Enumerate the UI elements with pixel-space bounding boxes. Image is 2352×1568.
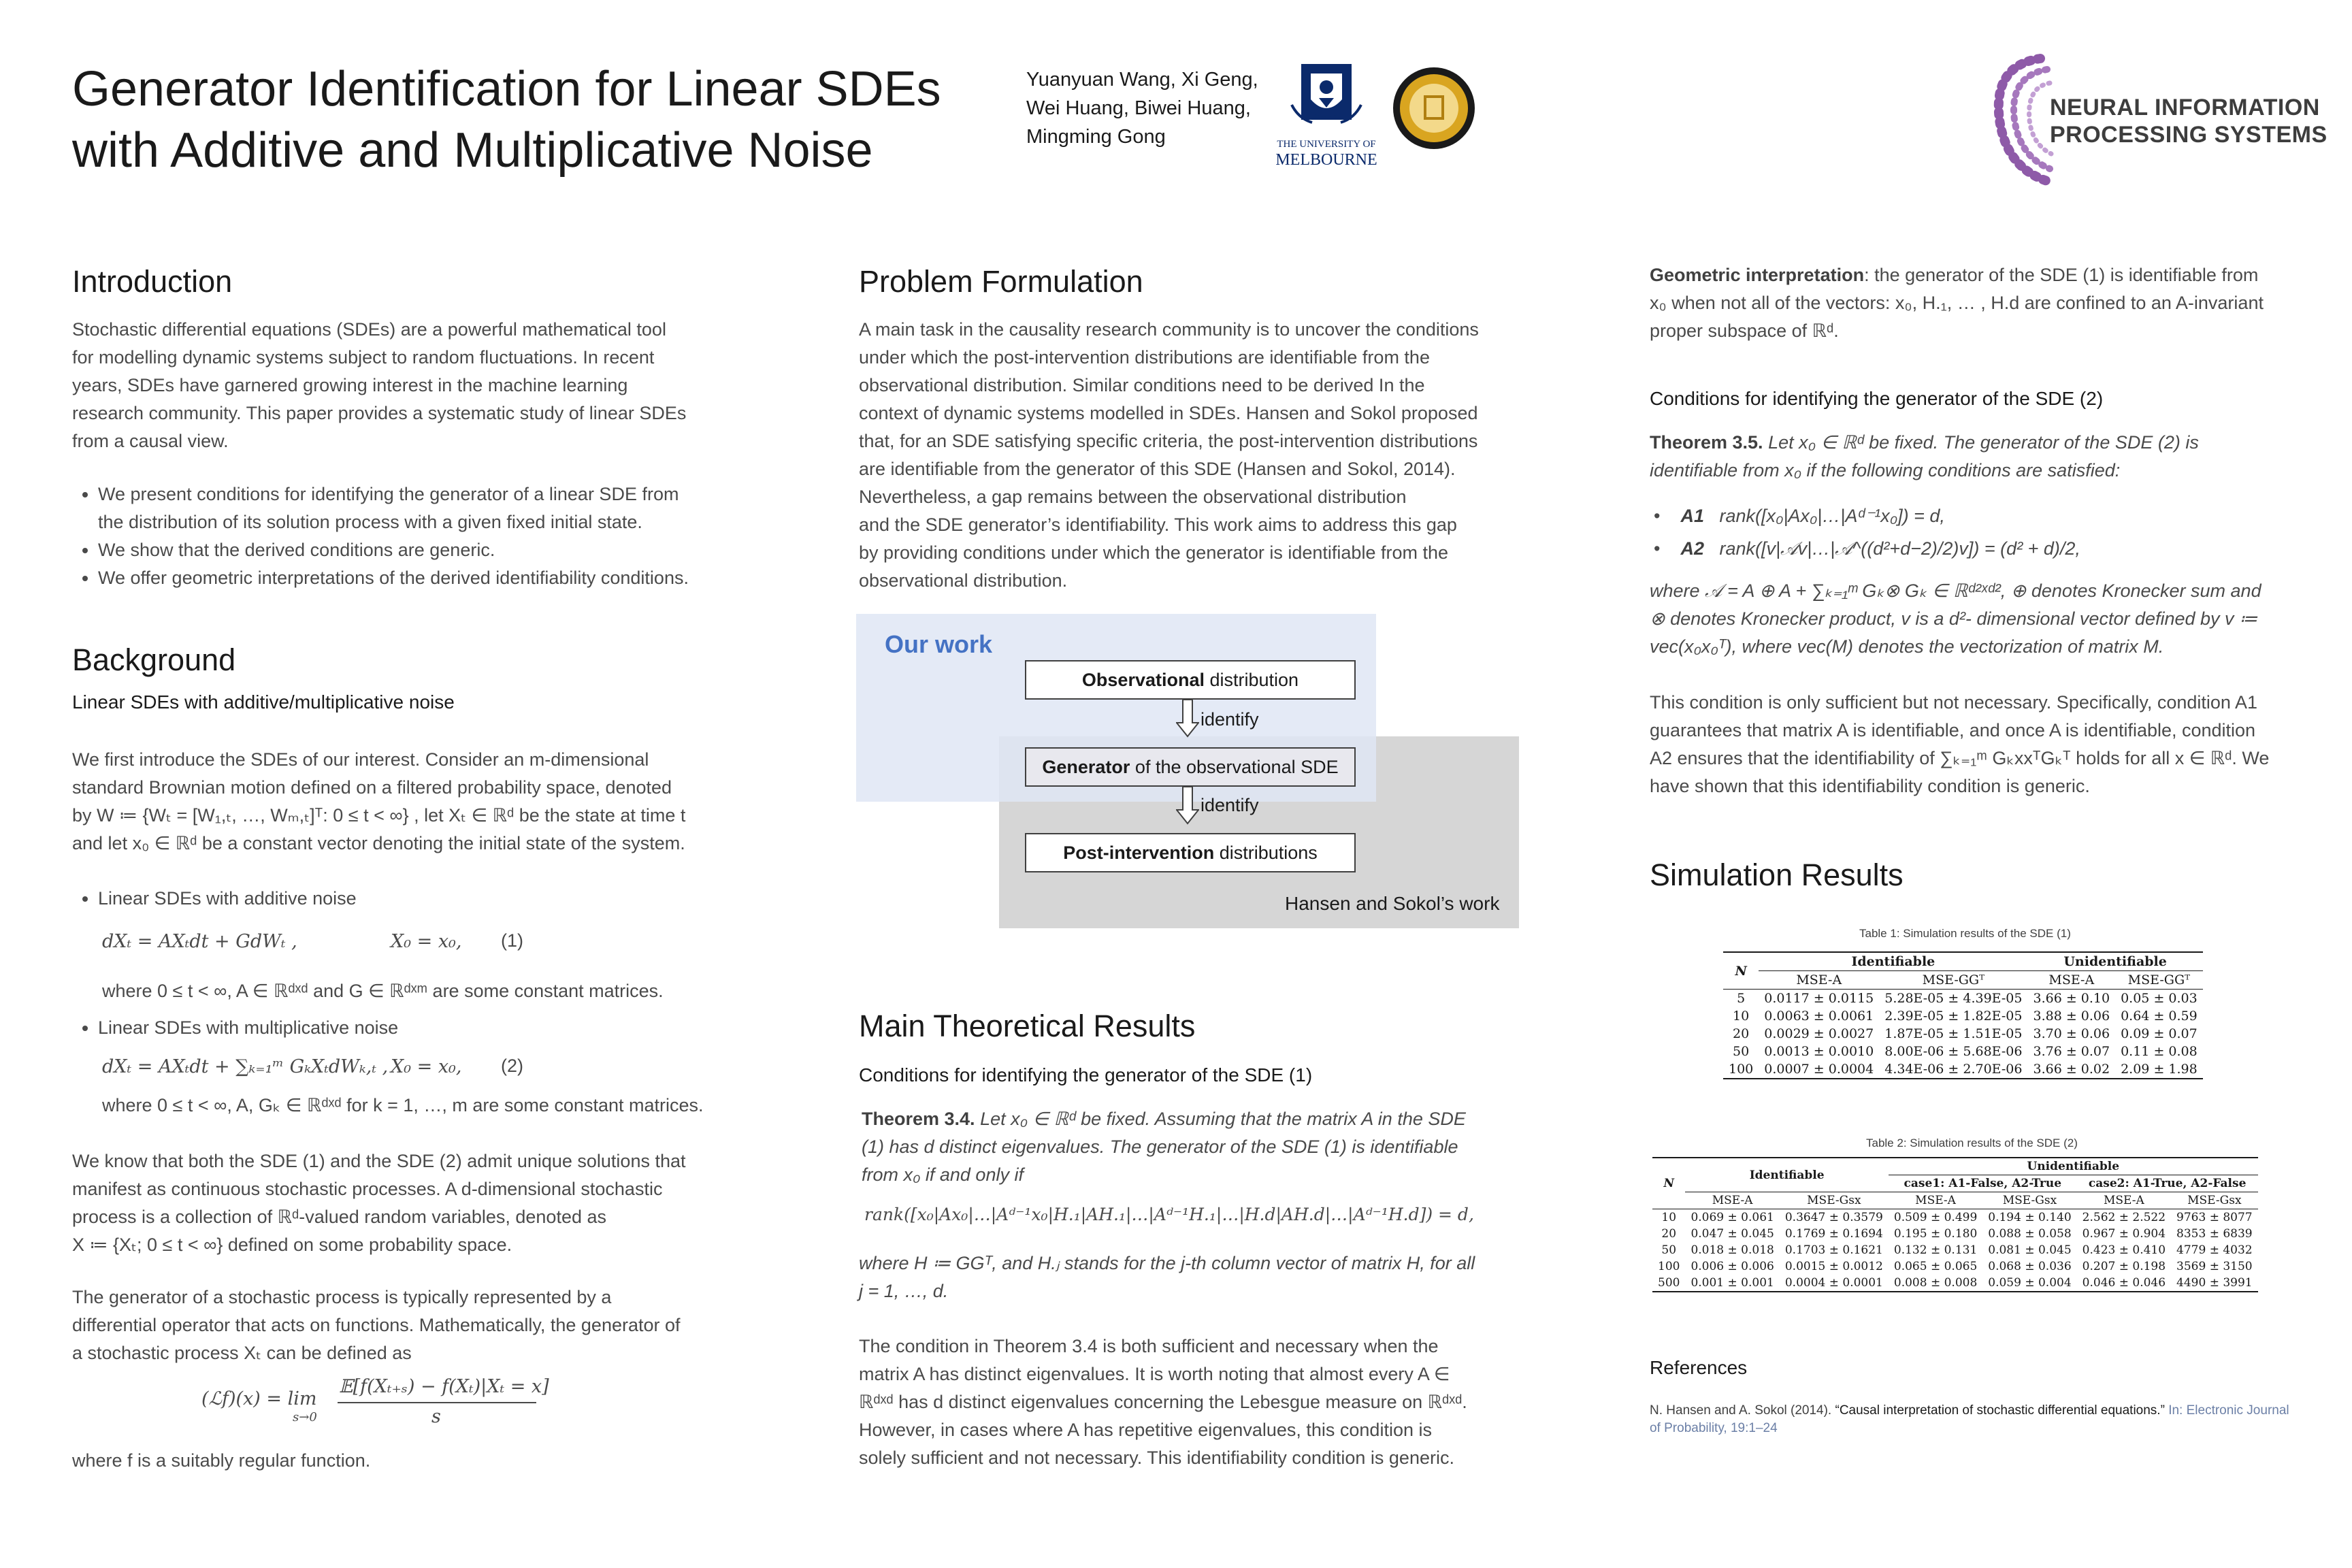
table-cell: 0.195 ± 0.180 bbox=[1893, 1227, 1978, 1241]
generator-denominator: s bbox=[431, 1406, 441, 1427]
equation-1-number: (1) bbox=[501, 930, 523, 951]
reference-title: “Causal interpretation of stochastic differential equations.” bbox=[1835, 1403, 2165, 1418]
generator-lhs: (ℒf)(x) = lim bbox=[201, 1388, 317, 1409]
authors-line-1: Yuanyuan Wang, Xi Geng, bbox=[1026, 69, 1258, 91]
bullet-additive-label: • Linear SDEs with additive noise bbox=[98, 885, 357, 913]
discussion-line: However, in cases where A has repetitive eigenvalues, this condition is bbox=[859, 1420, 1432, 1440]
table-cell: 0.001 ± 0.001 bbox=[1690, 1276, 1774, 1290]
equation-2-where: where 0 ≤ t < ∞, A, Gₖ ∈ ℝᵈˣᵈ for k = 1, …, m are some constant matrices. bbox=[102, 1095, 704, 1115]
table-row bbox=[1652, 1242, 2258, 1258]
table-1-unidentifiable-header: Unidentifiable bbox=[2027, 952, 2202, 971]
theorem-line: from x₀ if and only if bbox=[862, 1164, 1024, 1185]
table-row bbox=[1652, 1258, 2258, 1275]
table-cell: 1.87E-05 ± 1.51E-05 bbox=[1884, 1026, 2023, 1041]
table-cell: 500 bbox=[1658, 1276, 1680, 1290]
theorem-3-5 bbox=[1650, 429, 2199, 485]
table-2-col-header: MSE-A bbox=[2103, 1194, 2144, 1207]
condition-a1: • A1 rank([x₀|Ax₀|…|Aᵈ⁻¹x₀]) = d, bbox=[1654, 506, 1945, 526]
discussion-line: matrix A has distinct eigenvalues. It is worth noting that almost every A ∈ bbox=[859, 1364, 1450, 1384]
table-cell: 0.09 ± 0.07 bbox=[2121, 1026, 2198, 1041]
table-cell: 0.046 ± 0.046 bbox=[2082, 1276, 2166, 1290]
table-cell: 50 bbox=[1661, 1243, 1677, 1257]
table-cell: 3.66 ± 0.02 bbox=[2033, 1062, 2110, 1077]
table-cell: 3.76 ± 0.07 bbox=[2033, 1044, 2110, 1059]
simulation-heading: Simulation Results bbox=[1650, 858, 1904, 892]
problem-line: A main task in the causality research community is to uncover the conditions bbox=[859, 319, 1479, 340]
table-cell: 4779 ± 4032 bbox=[2176, 1243, 2253, 1257]
table-1-caption: Table 1: Simulation results of the SDE (1) bbox=[1859, 927, 2071, 940]
table-cell: 10 bbox=[1733, 1009, 1750, 1024]
table-cell: 3.66 ± 0.10 bbox=[2033, 991, 2110, 1006]
intro-bullet: • We offer geometric interpretations of the derived identifiability conditions. bbox=[98, 564, 689, 592]
flowbox-text: Post-intervention bbox=[1063, 843, 1215, 863]
table-cell: 0.1703 ± 0.1621 bbox=[1784, 1243, 1883, 1257]
table-1-identifiable-header: Identifiable bbox=[1759, 952, 2027, 971]
table-cell: 0.132 ± 0.131 bbox=[1893, 1243, 1978, 1257]
equation-2-initial: X₀ = x₀, bbox=[391, 1056, 462, 1077]
condition-a1-label: A1 bbox=[1680, 506, 1704, 526]
table-cell: 0.3647 ± 0.3579 bbox=[1784, 1211, 1883, 1224]
table-1-col-header: MSE-GGᵀ bbox=[1922, 973, 1985, 987]
equation-2: dXₜ = AXₜdt + ∑ₖ₌₁ᵐ GₖXₜdWₖ,ₜ , bbox=[102, 1056, 389, 1077]
table-cell: 8353 ± 6839 bbox=[2176, 1227, 2253, 1241]
table-cell: 0.088 ± 0.058 bbox=[1988, 1227, 2072, 1241]
table-cell: 9763 ± 8077 bbox=[2176, 1211, 2253, 1224]
table-cell: 0.008 ± 0.008 bbox=[1893, 1276, 1978, 1290]
table-1-col-header: MSE-A bbox=[1796, 973, 1842, 987]
flowbox-text: Observational bbox=[1081, 670, 1205, 690]
theorem-3-5-discussion bbox=[1650, 689, 2269, 800]
problem-line: observational distribution. Similar conditions need to be derived In the bbox=[859, 375, 1425, 395]
table-2-col-header: MSE-A bbox=[1712, 1194, 1753, 1207]
problem-line: Nevertheless, a gap remains between the observational distribution bbox=[859, 487, 1407, 507]
table-cell: 5 bbox=[1737, 991, 1746, 1006]
table-cell: 5.28E-05 ± 4.39E-05 bbox=[1884, 991, 2023, 1006]
problem-line: that, for an SDE satisfying specific criteria, the post-intervention distributions bbox=[859, 431, 1478, 451]
geometric-interpretation bbox=[1650, 261, 2264, 345]
table-cell: 20 bbox=[1733, 1026, 1750, 1041]
background-paragraph-2 bbox=[72, 1147, 686, 1259]
background-heading: Background bbox=[72, 642, 236, 677]
table-cell: 0.0029 ± 0.0027 bbox=[1764, 1026, 1874, 1041]
where-line: where 𝒜 = A ⊕ A + ∑ₖ₌₁ᵐ Gₖ⊗ Gₖ ∈ ℝᵈ²ˣᵈ², ⊕ denotes Kronecker sum and bbox=[1650, 581, 2261, 601]
table-cell: 50 bbox=[1733, 1044, 1750, 1059]
table-2-col-header: MSE-Gsx bbox=[2002, 1194, 2057, 1207]
equation-1-initial: X₀ = x₀, bbox=[391, 931, 462, 952]
table-2-n-header: N bbox=[1652, 1158, 1685, 1209]
introduction-heading: Introduction bbox=[72, 264, 233, 299]
background-line: process is a collection of ℝᵈ-valued random variables, denoted as bbox=[72, 1207, 606, 1227]
table-2-unidentifiable-header: Unidentifiable bbox=[1889, 1158, 2258, 1175]
table-row bbox=[1723, 1043, 2203, 1060]
discussion-line: A2 ensures that the identifiability of ∑ₖ₌₁ᵐ GₖxxᵀGₖᵀ holds for all x ∈ ℝᵈ. We bbox=[1650, 748, 2270, 768]
problem-line: context of dynamic systems modelled in SDEs. Hansen and Sokol proposed bbox=[859, 403, 1478, 423]
intro-bullet: • We show that the derived conditions are generic. bbox=[98, 536, 689, 564]
discussion-line: have shown that this identifiability condition is generic. bbox=[1650, 776, 2090, 796]
table-cell: 0.047 ± 0.045 bbox=[1690, 1227, 1774, 1241]
theorem-3-4-label: Theorem 3.4. bbox=[862, 1109, 975, 1129]
intro-line: Stochastic differential equations (SDEs) are a powerful mathematical tool bbox=[72, 319, 666, 340]
table-row bbox=[1723, 1025, 2203, 1043]
table-cell: 0.018 ± 0.018 bbox=[1690, 1243, 1774, 1257]
table-cell: 4490 ± 3991 bbox=[2176, 1276, 2253, 1290]
table-cell: 3.88 ± 0.06 bbox=[2033, 1009, 2110, 1024]
background-paragraph-4: where f is a suitably regular function. bbox=[72, 1450, 371, 1471]
where-line: ⊗ denotes Kronecker product, v is a d²- dimensional vector defined by v ≔ bbox=[1650, 608, 2258, 629]
background-line: We know that both the SDE (1) and the SDE (2) admit unique solutions that bbox=[72, 1151, 686, 1171]
authors-line-2: Wei Huang, Biwei Huang, bbox=[1026, 97, 1251, 119]
background-bullet-additive bbox=[72, 885, 357, 913]
geometric-line: : the generator of the SDE (1) is identifiable from bbox=[1864, 265, 2259, 285]
table-row bbox=[1723, 990, 2203, 1008]
table-cell: 0.0007 ± 0.0004 bbox=[1764, 1062, 1874, 1077]
authors-line-3: Mingming Gong bbox=[1026, 126, 1166, 148]
rank-condition-equation: rank([x₀|Ax₀|…|Aᵈ⁻¹x₀|H.₁|AH.₁|…|Aᵈ⁻¹H.₁|…|H.d|AH.d|…|Aᵈ⁻¹H.d]) = d, bbox=[864, 1205, 1474, 1224]
geometric-line: x₀ when not all of the vectors: x₀, H.₁, … , H.d are confined to an A-invariant bbox=[1650, 293, 2264, 313]
theorem-line: Let x₀ ∈ ℝᵈ be fixed. Assuming that the matrix A in the SDE bbox=[980, 1109, 1466, 1129]
university-seal-logo bbox=[1391, 65, 1477, 151]
table-2-col-header: MSE-A bbox=[1915, 1194, 1956, 1207]
table-2-case1-header: case1: A1-False, A2-True bbox=[1889, 1175, 2077, 1192]
table-cell: 0.207 ± 0.198 bbox=[2082, 1260, 2166, 1273]
reference-1 bbox=[1650, 1402, 2289, 1437]
poster-title bbox=[72, 59, 941, 181]
condition-a2-label: A2 bbox=[1680, 538, 1704, 559]
table-row bbox=[1723, 1060, 2203, 1079]
table-cell: 0.11 ± 0.08 bbox=[2121, 1044, 2198, 1059]
where-line: j = 1, …, d. bbox=[859, 1281, 949, 1301]
discussion-line: ℝᵈˣᵈ has d distinct eigenvalues concerning the Lebesgue measure on ℝᵈˣᵈ. bbox=[859, 1392, 1467, 1412]
background-paragraph-1 bbox=[72, 746, 685, 858]
table-row bbox=[1723, 1007, 2203, 1025]
table-cell: 100 bbox=[1658, 1260, 1680, 1273]
problem-heading: Problem Formulation bbox=[859, 264, 1143, 299]
hansen-sokol-label: Hansen and Sokol’s work bbox=[1285, 893, 1500, 914]
table-cell: 0.0004 ± 0.0001 bbox=[1784, 1276, 1883, 1290]
table-cell: 8.00E-06 ± 5.68E-06 bbox=[1884, 1044, 2023, 1059]
table-cell: 4.34E-06 ± 2.70E-06 bbox=[1884, 1062, 2023, 1077]
flowbox-text: distribution bbox=[1204, 670, 1299, 690]
flowbox-text: of the observational SDE bbox=[1130, 757, 1339, 777]
table-cell: 0.006 ± 0.006 bbox=[1690, 1260, 1774, 1273]
table-cell: 0.64 ± 0.59 bbox=[2121, 1009, 2198, 1024]
discussion-line: This condition is only sufficient but not necessary. Specifically, condition A1 bbox=[1650, 692, 2257, 713]
table-cell: 0.194 ± 0.140 bbox=[1988, 1211, 2072, 1224]
introduction-bullets bbox=[72, 480, 689, 592]
theorem-3-4-discussion bbox=[859, 1333, 1467, 1472]
table-row bbox=[1652, 1209, 2258, 1226]
sde2-conditions-subheading: Conditions for identifying the generator of the SDE (2) bbox=[1650, 388, 2104, 409]
reference-venue-continued: of Probability, 19:1–24 bbox=[1650, 1421, 1778, 1435]
background-line: a stochastic process Xₜ can be defined as bbox=[72, 1343, 412, 1363]
table-cell: 0.059 ± 0.004 bbox=[1988, 1276, 2072, 1290]
table-cell: 2.09 ± 1.98 bbox=[2121, 1062, 2198, 1077]
table-cell: 20 bbox=[1661, 1227, 1677, 1241]
background-bullet-multiplicative bbox=[72, 1014, 398, 1042]
neurips-wordmark-line-2: PROCESSING SYSTEMS bbox=[2050, 122, 2328, 148]
table-1-n-header: N bbox=[1723, 952, 1759, 990]
flowbox-text: distributions bbox=[1214, 843, 1318, 863]
table-cell: 0.065 ± 0.065 bbox=[1893, 1260, 1978, 1273]
table-cell: 0.0063 ± 0.0061 bbox=[1764, 1009, 1874, 1024]
table-cell: 0.0013 ± 0.0010 bbox=[1764, 1044, 1874, 1059]
down-arrow-icon bbox=[1176, 787, 1199, 828]
neurips-logo bbox=[1979, 45, 2326, 195]
problem-line: under which the post-intervention distributions are identifiable from the bbox=[859, 347, 1430, 368]
university-of-melbourne-logo bbox=[1271, 64, 1382, 173]
table-cell: 0.05 ± 0.03 bbox=[2121, 991, 2198, 1006]
table-cell: 0.1769 ± 0.1694 bbox=[1784, 1227, 1883, 1241]
equation-2-number: (2) bbox=[501, 1056, 523, 1076]
theorem-line: (1) has d distinct eigenvalues. The generator of the SDE (1) is identifiable bbox=[862, 1137, 1458, 1157]
table-1-col-header: MSE-A bbox=[2048, 973, 2095, 987]
problem-line: by providing conditions under which the generator is identifiable from the bbox=[859, 542, 1449, 563]
background-line: and let x₀ ∈ ℝᵈ be a constant vector denoting the initial state of the system. bbox=[72, 833, 685, 853]
problem-line: are identifiable from the generator of this SDE (Hansen and Sokol, 2014). bbox=[859, 459, 1456, 479]
theorem-3-4-where bbox=[859, 1250, 1475, 1305]
problem-text bbox=[859, 316, 1479, 595]
where-line: vec(x₀x₀ᵀ), where vec(M) denotes the vectorization of matrix M. bbox=[1650, 636, 2164, 657]
table-cell: 2.39E-05 ± 1.82E-05 bbox=[1884, 1009, 2023, 1024]
theorem-line: identifiable from x₀ if the following conditions are satisfied: bbox=[1650, 460, 2121, 480]
background-subheading: Linear SDEs with additive/multiplicative noise bbox=[72, 691, 455, 713]
background-line: by W ≔ {Wₜ = [W₁,ₜ, …, Wₘ,ₜ]ᵀ: 0 ≤ t < ∞} , let Xₜ ∈ ℝᵈ be the state at time t bbox=[72, 805, 686, 826]
table-cell: 0.069 ± 0.061 bbox=[1690, 1211, 1774, 1224]
table-1-col-header: MSE-GGᵀ bbox=[2127, 973, 2191, 987]
neurips-wordmark-line-1: NEURAL INFORMATION bbox=[2050, 95, 2320, 120]
theorem-3-4 bbox=[862, 1105, 1466, 1189]
authors bbox=[1026, 65, 1258, 151]
generator-numerator: 𝔼[f(Xₜ₊ₛ) − f(Xₜ)|Xₜ = x] bbox=[339, 1376, 549, 1397]
geometric-label: Geometric interpretation bbox=[1650, 265, 1865, 285]
background-line: X ≔ {Xₜ; 0 ≤ t < ∞} defined on some probability space. bbox=[72, 1235, 512, 1255]
reference-authors: N. Hansen and A. Sokol (2014). bbox=[1650, 1403, 1835, 1418]
main-results-heading: Main Theoretical Results bbox=[859, 1009, 1196, 1043]
generator-limit-sub: s→0 bbox=[293, 1410, 317, 1424]
problem-line: and the SDE generator’s identifiability. This work aims to address this gap bbox=[859, 514, 1457, 535]
condition-a1-formula: rank([x₀|Ax₀|…|Aᵈ⁻¹x₀]) = d, bbox=[1719, 506, 1945, 526]
equation-1: dXₜ = AXₜdt + GdWₜ , bbox=[102, 931, 297, 952]
background-paragraph-3 bbox=[72, 1284, 681, 1367]
condition-a2-formula: rank([v|𝒜v|…|𝒜^((d²+d−2)/2)v]) = (d² + d)/2, bbox=[1719, 538, 2080, 559]
discussion-line: The condition in Theorem 3.4 is both sufficient and necessary when the bbox=[859, 1336, 1439, 1356]
bullet-multiplicative-label: • Linear SDEs with multiplicative noise bbox=[98, 1014, 398, 1042]
table-2-col-header: MSE-Gsx bbox=[2187, 1194, 2242, 1207]
discussion-line: guarantees that matrix A is identifiable, and once A is identifiable, condition bbox=[1650, 720, 2256, 740]
background-line: manifest as continuous stochastic processes. A d-dimensional stochastic bbox=[72, 1179, 663, 1199]
problem-line: observational distribution. bbox=[859, 570, 1068, 591]
intro-bullet: • We present conditions for identifying the generator of a linear SDE from bbox=[98, 480, 689, 508]
melbourne-logo-line-1: THE UNIVERSITY OF bbox=[1277, 139, 1376, 150]
observational-distribution-box bbox=[1025, 660, 1356, 700]
identify-label-2: identify bbox=[1200, 795, 1259, 815]
where-line: where H ≔ GGᵀ, and H.ⱼ stands for the j-th column vector of matrix H, for all bbox=[859, 1253, 1475, 1273]
intro-line: from a causal view. bbox=[72, 431, 229, 451]
title-line-1: Generator Identification for Linear SDEs bbox=[72, 62, 941, 116]
references-heading: References bbox=[1650, 1357, 1748, 1378]
down-arrow-icon bbox=[1176, 700, 1199, 741]
intro-line: research community. This paper provides a systematic study of linear SDEs bbox=[72, 403, 687, 423]
table-2 bbox=[1652, 1157, 2258, 1292]
intro-line: for modelling dynamic systems subject to random fluctuations. In recent bbox=[72, 347, 655, 368]
our-work-label: Our work bbox=[885, 630, 993, 658]
post-intervention-box bbox=[1025, 833, 1356, 872]
table-2-identifiable-header: Identifiable bbox=[1749, 1168, 1825, 1182]
table-cell: 0.423 ± 0.410 bbox=[2082, 1243, 2166, 1257]
equation-1-where: where 0 ≤ t < ∞, A ∈ ℝᵈˣᵈ and G ∈ ℝᵈˣᵐ are some constant matrices. bbox=[102, 981, 664, 1001]
table-cell: 0.0117 ± 0.0115 bbox=[1764, 991, 1874, 1006]
table-2-col-header: MSE-Gsx bbox=[1807, 1194, 1861, 1207]
generator-box bbox=[1025, 747, 1356, 787]
table-cell: 10 bbox=[1661, 1211, 1677, 1224]
table-cell: 0.068 ± 0.036 bbox=[1988, 1260, 2072, 1273]
melbourne-logo-line-2: MELBOURNE bbox=[1275, 151, 1377, 169]
title-line-2: with Additive and Multiplicative Noise bbox=[72, 123, 873, 178]
table-2-case2-header: case2: A1-True, A2-False bbox=[2077, 1175, 2258, 1192]
background-line: standard Brownian motion defined on a filtered probability space, denoted bbox=[72, 777, 672, 798]
table-cell: 3569 ± 3150 bbox=[2176, 1260, 2253, 1273]
theorem-line: Let x₀ ∈ ℝᵈ be fixed. The generator of the SDE (2) is bbox=[1768, 432, 2199, 453]
intro-line: years, SDEs have garnered growing interest in the machine learning bbox=[72, 375, 628, 395]
introduction-text bbox=[72, 316, 686, 455]
main-results-subheading: Conditions for identifying the generator of the SDE (1) bbox=[859, 1064, 1313, 1085]
discussion-line: solely sufficient and not necessary. This identifiability condition is generic. bbox=[859, 1448, 1454, 1468]
table-1 bbox=[1723, 951, 2203, 1079]
table-cell: 0.081 ± 0.045 bbox=[1988, 1243, 2072, 1257]
table-cell: 0.967 ± 0.904 bbox=[2082, 1227, 2166, 1241]
table-cell: 100 bbox=[1729, 1062, 1754, 1077]
intro-bullet-continuation: the distribution of its solution process with a given fixed initial state. bbox=[98, 512, 642, 532]
table-row bbox=[1652, 1226, 2258, 1242]
neurips-wordmark bbox=[2050, 94, 2328, 148]
background-line: differential operator that acts on functions. Mathematically, the generator of bbox=[72, 1315, 681, 1335]
theorem-3-5-label: Theorem 3.5. bbox=[1650, 432, 1763, 453]
condition-a2: • A2 rank([v|𝒜v|…|𝒜^((d²+d−2)/2)v]) = (d² + d)/2, bbox=[1654, 538, 2080, 559]
theorem-3-5-where bbox=[1650, 577, 2261, 661]
table-cell: 2.562 ± 2.522 bbox=[2082, 1211, 2166, 1224]
table-cell: 3.70 ± 0.06 bbox=[2033, 1026, 2110, 1041]
flowbox-text: Generator bbox=[1042, 757, 1130, 777]
geometric-line: proper subspace of ℝᵈ. bbox=[1650, 321, 1839, 341]
reference-venue: In: Electronic Journal bbox=[2164, 1403, 2289, 1418]
table-2-caption: Table 2: Simulation results of the SDE (2) bbox=[1866, 1137, 2078, 1149]
background-line: We first introduce the SDEs of our interest. Consider an m-dimensional bbox=[72, 749, 649, 770]
identify-label-1: identify bbox=[1200, 709, 1259, 730]
background-line: The generator of a stochastic process is typically represented by a bbox=[72, 1287, 612, 1307]
table-row bbox=[1652, 1275, 2258, 1292]
table-cell: 0.0015 ± 0.0012 bbox=[1784, 1260, 1883, 1273]
table-cell: 0.509 ± 0.499 bbox=[1893, 1211, 1978, 1224]
